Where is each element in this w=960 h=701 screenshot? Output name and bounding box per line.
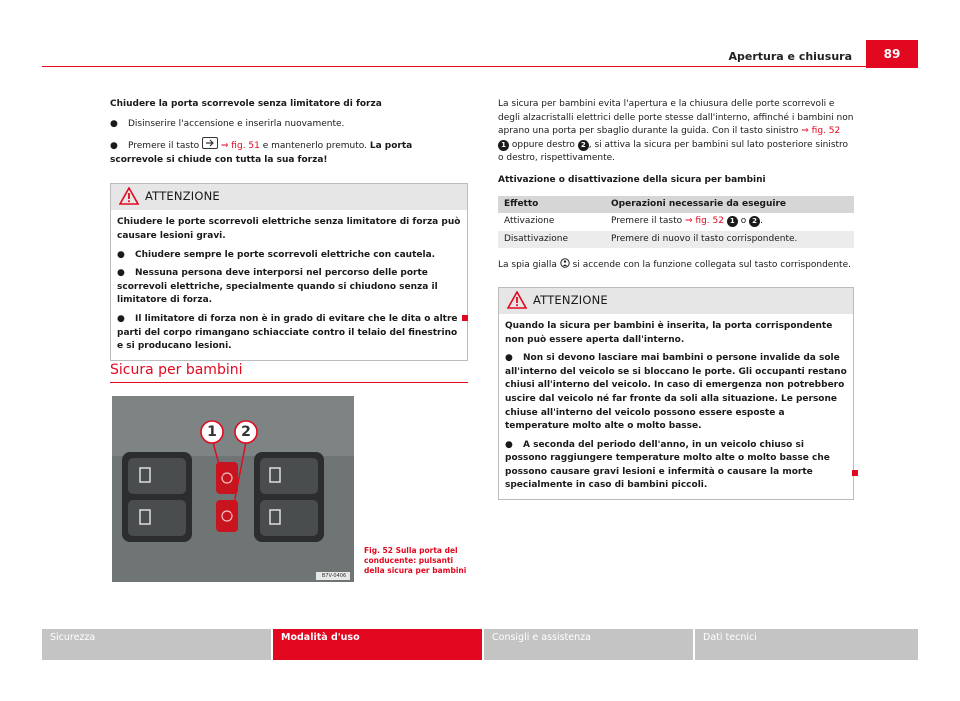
running-header: Apertura e chiusura: [728, 50, 852, 63]
figure-code: B7V-0406: [321, 573, 347, 579]
footer-tab-modalita-uso[interactable]: Modalità d'uso: [273, 629, 482, 660]
warning-icon: [507, 291, 527, 309]
fig-52-link[interactable]: ⇒ fig. 52: [801, 126, 841, 137]
warning-header: [111, 184, 467, 210]
number-badge: 1: [498, 140, 509, 151]
child-lock-indicator-icon: [560, 258, 570, 268]
left-column: [110, 98, 468, 361]
close-button-icon: [202, 137, 218, 149]
footer-tab-dati-tecnici[interactable]: Dati tecnici: [695, 629, 918, 660]
section-title: Sicura per bambini: [110, 362, 243, 378]
table-row: Attivazione Premere il tasto ⇒ fig. 52 1 o 2 .: [504, 216, 763, 227]
left-heading: Chiudere la porta scorrevole senza limitatore di forza: [110, 99, 382, 109]
fig-52-link[interactable]: ⇒ fig. 52: [685, 216, 724, 227]
bullet-item: ● Disinserire l'accensione e inserirla nuovamente.: [110, 118, 345, 129]
warning-body: Quando la sicura per bambini è inserita, la porta corrispondente non può essere aperta dall'interno. ● Non si devono lasciare mai bambini o persone invalide da sole all'interno del veicolo se si bloccano le porte. Gli occupanti restano chiusi all'interno del veicolo. In caso di emergenza non potrebbero uscire dal veicolo né far fronte da soli alla situazione. Le persone chiuse all'interno del veicolo possono essere esposte a temperature molto alte o molto basse. ● A seconda del periodo dell'anno, in un veicolo chiuso si possono raggiungere temperature molto alte o molto basse che possono causare gravi lesioni e infermità o causare la morte specialmente in caso di bambini piccoli.: [505, 320, 847, 491]
footer-nav: [42, 629, 918, 660]
fig-51-link[interactable]: ⇒ fig. 51: [220, 141, 260, 152]
right-column: [498, 98, 854, 500]
warning-box: [110, 183, 468, 360]
table-header-row: Effetto Operazioni necessarie da eseguire: [498, 196, 854, 214]
callout-1: 1: [207, 424, 217, 440]
table-row: Disattivazione Premere di nuovo il tasto corrispondente.: [498, 231, 854, 249]
callout-2: 2: [241, 424, 251, 440]
page-number: 89: [866, 40, 918, 68]
warning-header: [499, 288, 853, 314]
indicator-paragraph: La spia gialla si accende con la funzione collegata sul tasto corrispondente.: [498, 260, 851, 271]
header-rule: [42, 66, 878, 67]
warning-box: [498, 287, 854, 500]
figure-caption: Fig. 52 Sulla porta del conducente: pulsanti della sicura per bambini: [364, 546, 467, 575]
section-end-marker: [462, 315, 468, 321]
intro-paragraph: La sicura per bambini evita l'apertura e la chiusura delle porte scorrevoli e degli alzacristalli elettrici delle porte stesse dall'interno, affinché i bambini non aprano una porta per sbaglio durante la guida. Con il tasto sinistro ⇒ fig. 52 1 oppure destro 2 , si attiva la sicura per bambini sul lato posteriore sinistro o destro, rispettivamente.: [498, 99, 854, 164]
number-badge: 2: [578, 140, 589, 151]
warning-title: ATTENZIONE: [145, 189, 220, 204]
figure-photo: [112, 396, 354, 582]
warning-icon: [119, 187, 139, 205]
actions-table: [498, 196, 854, 249]
footer-tab-consigli[interactable]: Consigli e assistenza: [484, 629, 693, 660]
section-rule: [110, 382, 468, 383]
warning-title: ATTENZIONE: [533, 292, 608, 307]
table-heading: Attivazione o disattivazione della sicura per bambini: [498, 174, 766, 185]
footer-tab-sicurezza[interactable]: Sicurezza: [42, 629, 271, 660]
warning-body: Chiudere le porte scorrevoli elettriche senza limitatore di forza può causare lesioni gravi. ● Chiudere sempre le porte scorrevoli elettriche con cautela. ● Nessuna persona deve interporsi nel percorso delle porte scorrevoli elettriche, specialmente quando si chiudono senza il limitatore di forza. ● Il limitatore di forza non è in grado di evitare che le dita o altre parti del corpo rimangano schiacciate contro il telaio del finestrino e si producano lesioni.: [117, 217, 461, 352]
section-end-marker: [852, 470, 858, 476]
bullet-item: ● Premere il tasto ⇒ fig. 51 e mantenerlo premuto. La porta scorrevole si chiude con tutta la sua forza!: [110, 137, 468, 167]
